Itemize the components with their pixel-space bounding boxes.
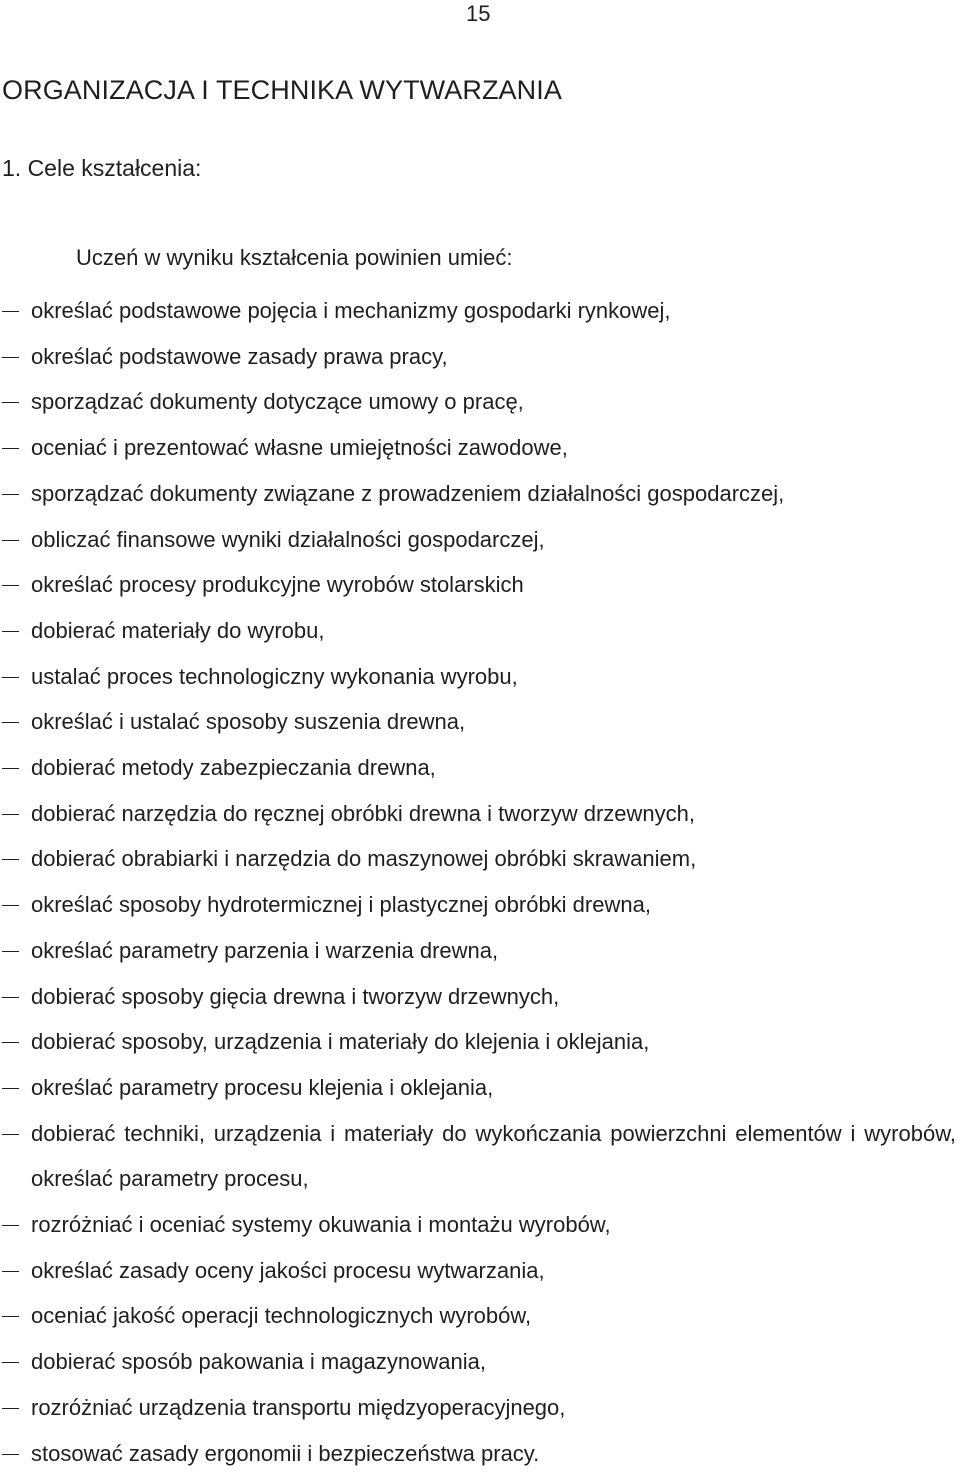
intro-text: Uczeń w wyniku kształcenia powinien umieć: xyxy=(76,245,513,270)
list-item-text: określać podstawowe pojęcia i mechanizmy gospodarki rynkowej, xyxy=(31,298,671,323)
list-item-text: rozróżniać urządzenia transportu międzyoperacyjnego, xyxy=(31,1394,566,1420)
page-number: 15 xyxy=(466,1,491,26)
section-title: 1. Cele kształcenia: xyxy=(2,155,202,181)
list-item xyxy=(0,379,960,425)
list-item xyxy=(0,1293,960,1339)
list-item-text: określać procesy produkcyjne wyrobów stolarskich xyxy=(31,572,524,598)
list-item-text: oceniać i prezentować własne umiejętności zawodowe, xyxy=(31,435,568,461)
list-item-text: dobierać obrabiarki i narzędzia do maszynowej obróbki skrawaniem, xyxy=(31,846,697,872)
list-item-text: określać i ustalać sposoby suszenia drewna, xyxy=(31,709,466,735)
list-item-text: rozróżniać i oceniać systemy okuwania i montażu wyrobów, xyxy=(31,1212,611,1238)
list-item xyxy=(0,425,960,471)
list-item xyxy=(0,1111,960,1202)
list-item-text: sporządzać dokumenty związane z prowadzeniem działalności gospodarczej, xyxy=(31,480,785,506)
list-item xyxy=(0,1339,960,1385)
list-item xyxy=(0,654,960,700)
list-item xyxy=(0,608,960,654)
list-item-text: obliczać finansowe wyniki działalności gospodarczej, xyxy=(31,526,545,552)
list-item-text: dobierać sposoby, urządzenia i materiały do klejenia i oklejania, xyxy=(31,1029,650,1055)
list-item-text: dobierać sposób pakowania i magazynowania, xyxy=(31,1349,486,1375)
list-item xyxy=(0,1019,960,1065)
list-item-text: ustalać proces technologiczny wykonania wyrobu, xyxy=(31,663,518,689)
list-item-text: dobierać metody zabezpieczania drewna, xyxy=(31,755,436,781)
learning-outcomes-list xyxy=(0,288,960,1476)
list-item xyxy=(0,1248,960,1294)
list-item xyxy=(0,517,960,563)
list-item-text: określać parametry parzenia i warzenia drewna, xyxy=(31,937,499,963)
list-item xyxy=(0,928,960,974)
list-item xyxy=(0,334,960,380)
list-item-text: dobierać narzędzia do ręcznej obróbki drewna i tworzyw drzewnych, xyxy=(31,800,695,826)
list-item-text: określać podstawowe zasady prawa pracy, xyxy=(31,343,448,369)
list-item-text: dobierać techniki, urządzenia i materiały do wykończania powierzchni elementów i wyrobów, określać parametry procesu, xyxy=(31,1120,956,1192)
list-item-text: stosować zasady ergonomii i bezpieczeństwa pracy. xyxy=(31,1440,540,1466)
list-item xyxy=(0,745,960,791)
chapter-title: ORGANIZACJA I TECHNIKA WYTWARZANIA xyxy=(2,75,562,105)
list-item xyxy=(0,288,960,334)
list-item xyxy=(0,1065,960,1111)
list-item-text: określać sposoby hydrotermicznej i plastycznej obróbki drewna, xyxy=(31,892,651,918)
list-item xyxy=(0,791,960,837)
list-item xyxy=(0,1385,960,1431)
list-item xyxy=(0,836,960,882)
list-item-text: dobierać sposoby gięcia drewna i tworzyw drzewnych, xyxy=(31,983,560,1009)
list-item xyxy=(0,699,960,745)
list-item xyxy=(0,974,960,1020)
list-item-text: określać zasady oceny jakości procesu wytwarzania, xyxy=(31,1257,545,1283)
list-item-text: oceniać jakość operacji technologicznych wyrobów, xyxy=(31,1303,532,1329)
list-item xyxy=(0,562,960,608)
list-item xyxy=(0,1431,960,1476)
list-item-text: dobierać materiały do wyrobu, xyxy=(31,617,325,643)
list-item xyxy=(0,471,960,517)
list-item-text: określać parametry procesu klejenia i oklejania, xyxy=(31,1074,494,1100)
list-item xyxy=(0,1202,960,1248)
list-item xyxy=(0,882,960,928)
list-item-text: sporządzać dokumenty dotyczące umowy o pracę, xyxy=(31,389,524,415)
